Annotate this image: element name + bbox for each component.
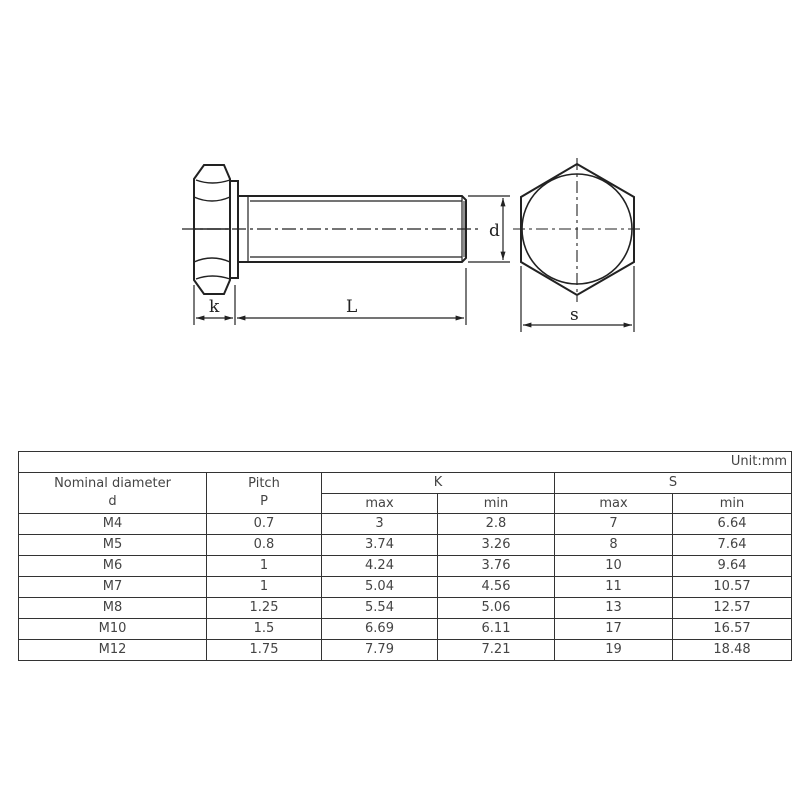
cell-s-max: 17 bbox=[555, 619, 673, 640]
header-nominal-diameter bbox=[19, 473, 207, 514]
cell-nominal-diameter: M6 bbox=[19, 556, 207, 577]
cell-nominal-diameter: M7 bbox=[19, 577, 207, 598]
cell-pitch: 0.8 bbox=[207, 535, 322, 556]
cell-k-min: 3.26 bbox=[438, 535, 555, 556]
cell-s-min: 6.64 bbox=[673, 514, 792, 535]
dimension-k-L bbox=[194, 268, 466, 325]
table-row bbox=[19, 619, 792, 640]
cell-k-max: 7.79 bbox=[322, 640, 438, 661]
cell-s-min: 16.57 bbox=[673, 619, 792, 640]
header-s-max: max bbox=[555, 494, 673, 514]
unit-label: Unit:mm bbox=[19, 452, 792, 473]
cell-nominal-diameter: M8 bbox=[19, 598, 207, 619]
table-row bbox=[19, 514, 792, 535]
cell-s-max: 8 bbox=[555, 535, 673, 556]
cell-s-min: 18.48 bbox=[673, 640, 792, 661]
header-k-group: K bbox=[322, 473, 555, 494]
table-row bbox=[19, 577, 792, 598]
cell-pitch: 1.75 bbox=[207, 640, 322, 661]
cell-k-min: 6.11 bbox=[438, 619, 555, 640]
table-row bbox=[19, 556, 792, 577]
header-s-group: S bbox=[555, 473, 792, 494]
cell-k-max: 3.74 bbox=[322, 535, 438, 556]
cell-s-min: 7.64 bbox=[673, 535, 792, 556]
table-row bbox=[19, 640, 792, 661]
cell-s-max: 10 bbox=[555, 556, 673, 577]
cell-nominal-diameter: M4 bbox=[19, 514, 207, 535]
bolt-thread-root-lines bbox=[248, 196, 462, 262]
cell-s-max: 13 bbox=[555, 598, 673, 619]
header-k-min: min bbox=[438, 494, 555, 514]
cell-pitch: 1 bbox=[207, 577, 322, 598]
cell-s-max: 11 bbox=[555, 577, 673, 598]
cell-s-min: 10.57 bbox=[673, 577, 792, 598]
header-pitch-text: Pitch bbox=[248, 476, 280, 491]
cell-nominal-diameter: M10 bbox=[19, 619, 207, 640]
cell-s-min: 9.64 bbox=[673, 556, 792, 577]
bolt-spec-table bbox=[18, 451, 792, 661]
cell-nominal-diameter: M12 bbox=[19, 640, 207, 661]
header-k-max: max bbox=[322, 494, 438, 514]
header-nominal-diameter-symbol: d bbox=[108, 494, 117, 509]
dimension-d-label: d bbox=[489, 221, 500, 241]
cell-k-min: 5.06 bbox=[438, 598, 555, 619]
cell-k-max: 5.54 bbox=[322, 598, 438, 619]
cell-k-min: 3.76 bbox=[438, 556, 555, 577]
cell-k-min: 4.56 bbox=[438, 577, 555, 598]
header-nominal-diameter-text: Nominal diameter bbox=[54, 476, 171, 491]
header-pitch bbox=[207, 473, 322, 514]
dimension-s-label: s bbox=[570, 305, 579, 325]
header-pitch-symbol: P bbox=[260, 494, 268, 509]
cell-k-max: 3 bbox=[322, 514, 438, 535]
cell-k-max: 6.69 bbox=[322, 619, 438, 640]
bolt-side-view bbox=[182, 165, 478, 294]
header-s-min: min bbox=[673, 494, 792, 514]
cell-k-min: 2.8 bbox=[438, 514, 555, 535]
unit-row bbox=[19, 452, 792, 473]
cell-k-min: 7.21 bbox=[438, 640, 555, 661]
dimension-k-label: k bbox=[209, 297, 220, 317]
header-row-1 bbox=[19, 473, 792, 494]
table-body bbox=[19, 514, 792, 661]
cell-pitch: 1 bbox=[207, 556, 322, 577]
cell-k-max: 4.24 bbox=[322, 556, 438, 577]
cell-nominal-diameter: M5 bbox=[19, 535, 207, 556]
cell-k-max: 5.04 bbox=[322, 577, 438, 598]
cell-s-max: 19 bbox=[555, 640, 673, 661]
dimension-L-label: L bbox=[346, 297, 358, 317]
cell-pitch: 0.7 bbox=[207, 514, 322, 535]
cell-s-min: 12.57 bbox=[673, 598, 792, 619]
cell-pitch: 1.5 bbox=[207, 619, 322, 640]
table-row bbox=[19, 535, 792, 556]
table-row bbox=[19, 598, 792, 619]
cell-pitch: 1.25 bbox=[207, 598, 322, 619]
cell-s-max: 7 bbox=[555, 514, 673, 535]
bolt-end-view bbox=[513, 158, 643, 302]
